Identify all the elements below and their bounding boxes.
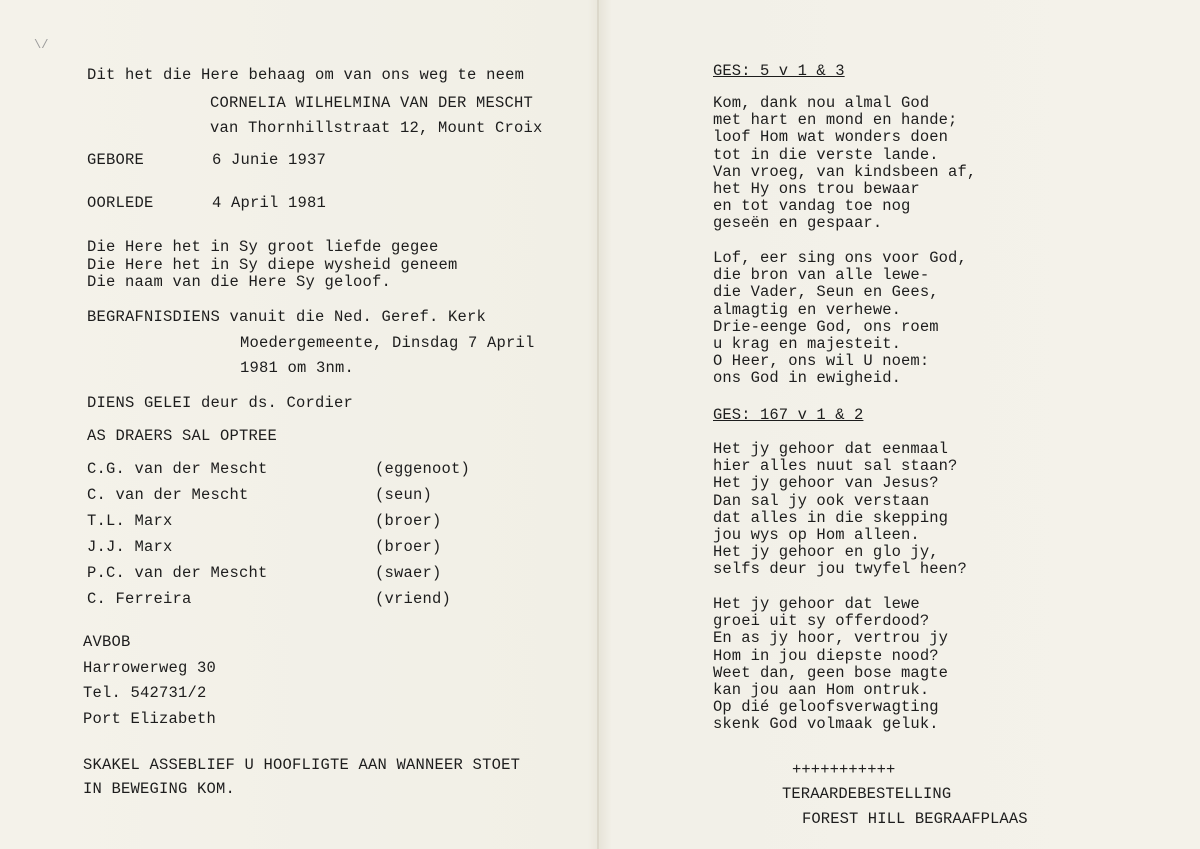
pencil-mark: \/ [34,38,49,52]
hymn-line: Het jy gehoor en glo jy, [713,543,939,562]
hymn-line: Weet dan, geen bose magte [713,663,949,682]
hymn-line: Dan sal jy ook verstaan [713,491,930,510]
hymn-verse [713,250,967,388]
deceased-name: CORNELIA WILHELMINA VAN DER MESCHT [210,94,534,112]
died-date: 4 April 1981 [212,194,327,212]
hymn-line: selfs deur jou twyfel heen? [713,560,967,579]
hymn-line: Lof, eer sing ons voor God, [713,249,967,267]
hymn-line: geseën en gespaar. [713,214,883,233]
verse-line: Die Here het in Sy groot liefde gegee [87,238,439,256]
hymn-line: Van vroeg, van kindsbeen af, [713,162,977,181]
hymn-line: almagtig en verhewe. [713,300,902,319]
hymn-line: het Hy ons trou bewaar [713,180,920,199]
bearer-name: T.L. Marx [87,512,173,530]
intro-text: Dit het die Here behaag om van ons weg te neem [87,66,525,84]
bearer-name: C. Ferreira [87,590,192,608]
hymn-line: En as jy hoor, vertrou jy [713,629,949,648]
hymn-line: tot in die verste lande. [713,145,939,164]
funeral-line: Moedergemeente, Dinsdag 7 April [240,334,535,352]
hymn-line: Kom, dank nou almal God [713,94,930,112]
hymn-line: Op dié geloofsverwagting [713,698,939,717]
deceased-address: van Thornhillstraat 12, Mount Croix [210,119,543,137]
hymn-line: met hart en mond en hande; [713,111,958,130]
separator: +++++++++++ [792,761,896,779]
born-label: GEBORE [87,151,145,169]
bearer-relation: (broer) [375,538,442,556]
died-label: OORLEDE [87,194,154,212]
hymn-line: skenk God volmaak geluk. [713,715,939,734]
bearer-relation: (eggenoot) [375,460,471,478]
bearer-relation: (seun) [375,486,433,504]
bearer-name: J.J. Marx [87,538,173,556]
undertaker-line: Port Elizabeth [83,710,217,728]
hymn-line: dat alles in die skepping [713,508,949,527]
bearer-relation: (swaer) [375,564,442,582]
hymn-verse [713,95,976,233]
hymn-line: Drie-eenge God, ons roem [713,317,939,336]
hymn-line: Het jy gehoor dat eenmaal [713,440,949,458]
born-date: 6 Junie 1937 [212,151,327,169]
bearer-relation: (broer) [375,512,442,530]
hymn-line: kan jou aan Hom ontruk. [713,681,930,700]
hymn-line: die Vader, Seun en Gees, [713,283,939,302]
hymn-line: jou wys op Hom alleen. [713,526,920,545]
bearers-title: AS DRAERS SAL OPTREE [87,427,278,445]
undertaker-line: Harrowerweg 30 [83,659,217,677]
hymn-line: O Heer, ons wil U noem: [713,352,930,371]
notice-line: SKAKEL ASSEBLIEF U HOOFLIGTE AAN WANNEER STOET [83,756,521,774]
hymn-verse [713,596,948,734]
hymn-line: Hom in jou diepste nood? [713,646,939,665]
hymn-line: ons God in ewigheid. [713,369,902,388]
hymn-line: en tot vandag toe nog [713,197,911,216]
undertaker-line: AVBOB [83,633,131,651]
hymn-line: hier alles nuut sal staan? [713,457,958,476]
burial-heading: TERAARDEBESTELLING [782,785,952,803]
bearer-name: P.C. van der Mescht [87,564,268,582]
funeral-line: 1981 om 3nm. [240,359,355,377]
verse-line: Die naam van die Here Sy geloof. [87,273,392,291]
bearer-name: C.G. van der Mescht [87,460,268,478]
hymn-line: groei uit sy offerdood? [713,612,930,631]
hymn-line: Het jy gehoor dat lewe [713,595,920,613]
funeral-line: BEGRAFNISDIENS vanuit die Ned. Geref. Kerk [87,308,487,326]
bearer-name: C. van der Mescht [87,486,249,504]
hymn-line: u krag en majesteit. [713,335,902,354]
hymn-line: die bron van alle lewe- [713,266,930,285]
hymn-title: GES: 167 v 1 & 2 [713,406,864,424]
hymn-title: GES: 5 v 1 & 3 [713,62,845,80]
undertaker-line: Tel. 542731/2 [83,684,207,702]
hymn-line: loof Hom wat wonders doen [713,128,949,147]
verse-line: Die Here het in Sy diepe wysheid geneem [87,256,458,274]
hymn-line: Het jy gehoor van Jesus? [713,474,939,493]
hymn-verse [713,441,967,579]
bearer-relation: (vriend) [375,590,452,608]
cemetery-name: FOREST HILL BEGRAAFPLAAS [802,810,1028,828]
fold-line [597,0,599,849]
notice-line: IN BEWEGING KOM. [83,780,236,798]
service-leader: DIENS GELEI deur ds. Cordier [87,394,354,412]
